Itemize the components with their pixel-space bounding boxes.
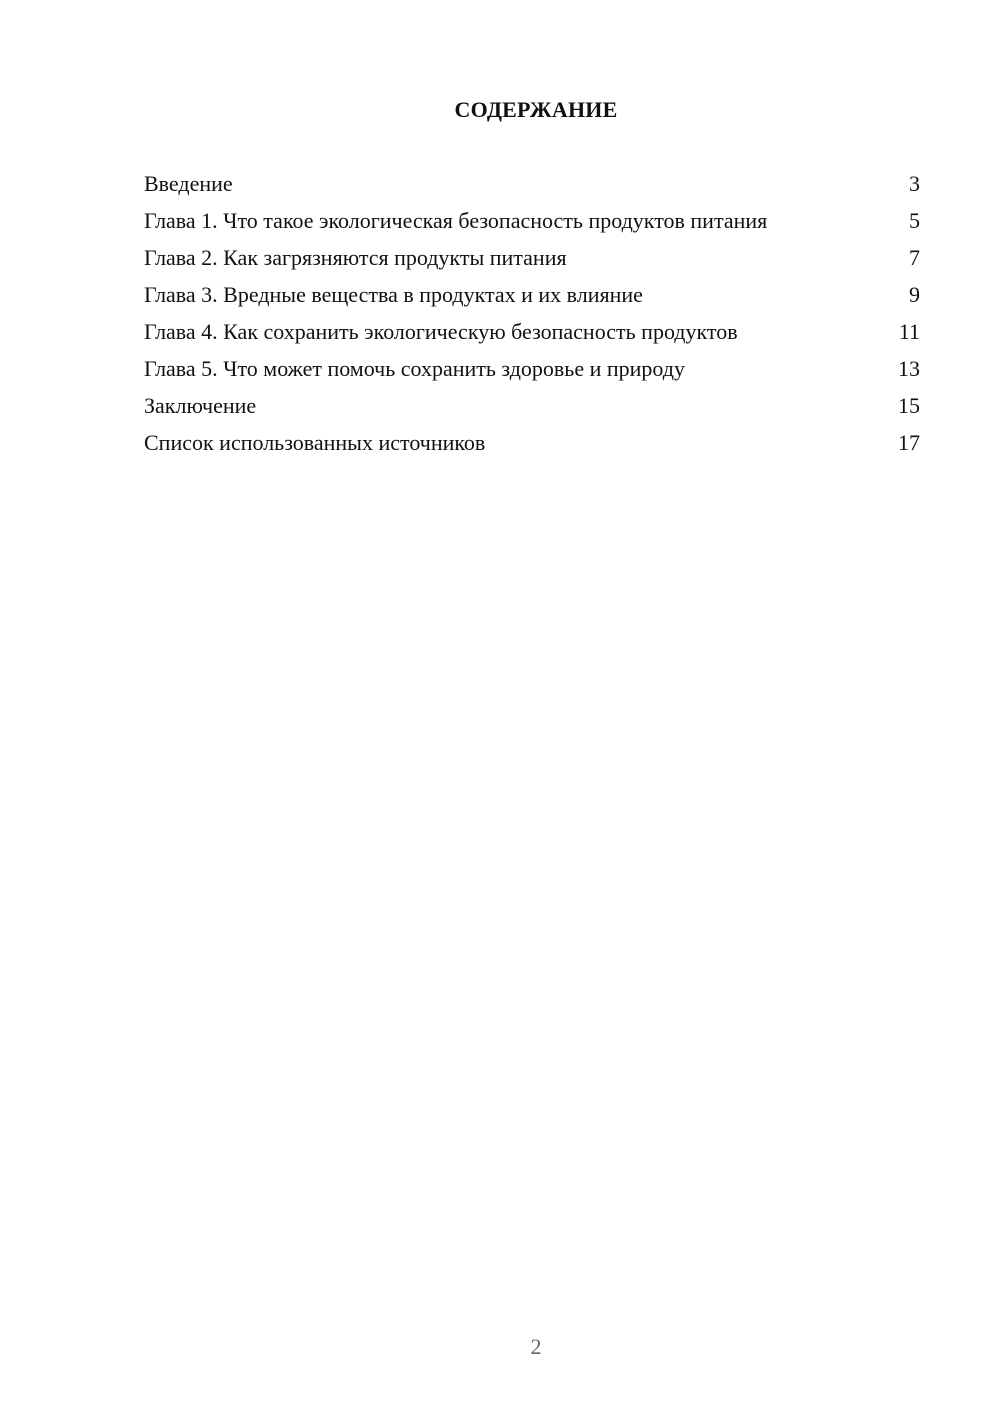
toc-entry-page: 7 <box>909 245 920 270</box>
toc-entry-chapter-1[interactable] <box>144 207 920 234</box>
toc-entry-page: 13 <box>898 356 920 381</box>
toc-entry-page: 17 <box>898 430 920 455</box>
toc-entry-page: 5 <box>909 208 920 233</box>
toc-entry-introduction[interactable] <box>144 170 920 197</box>
toc-entry-label: Глава 1. Что такое экологическая безопасность продуктов питания <box>144 208 768 233</box>
toc-entry-label: Глава 5. Что может помочь сохранить здоровье и природу <box>144 356 685 381</box>
toc-entry-label: Введение <box>144 171 233 196</box>
toc-entry-chapter-5[interactable] <box>144 355 920 382</box>
toc-entry-page: 11 <box>898 319 920 344</box>
toc-entry-chapter-2[interactable] <box>144 244 920 271</box>
table-of-contents <box>144 170 920 466</box>
toc-entry-label: Глава 3. Вредные вещества в продуктах и их влияние <box>144 282 643 307</box>
toc-entry-references[interactable] <box>144 429 920 456</box>
toc-entry-page: 3 <box>909 171 920 196</box>
toc-entry-chapter-3[interactable] <box>144 281 920 308</box>
page-number: 2 <box>530 1334 542 1359</box>
toc-entry-label: Глава 4. Как сохранить экологическую безопасность продуктов <box>144 319 738 344</box>
toc-heading: СОДЕРЖАНИЕ <box>454 97 618 122</box>
toc-entry-chapter-4[interactable] <box>144 318 920 345</box>
toc-entry-page: 9 <box>909 282 920 307</box>
toc-entry-conclusion[interactable] <box>144 392 920 419</box>
toc-entry-label: Глава 2. Как загрязняются продукты питания <box>144 245 567 270</box>
toc-entry-label: Список использованных источников <box>144 430 486 455</box>
toc-entry-label: Заключение <box>144 393 257 418</box>
toc-entry-page: 15 <box>898 393 920 418</box>
